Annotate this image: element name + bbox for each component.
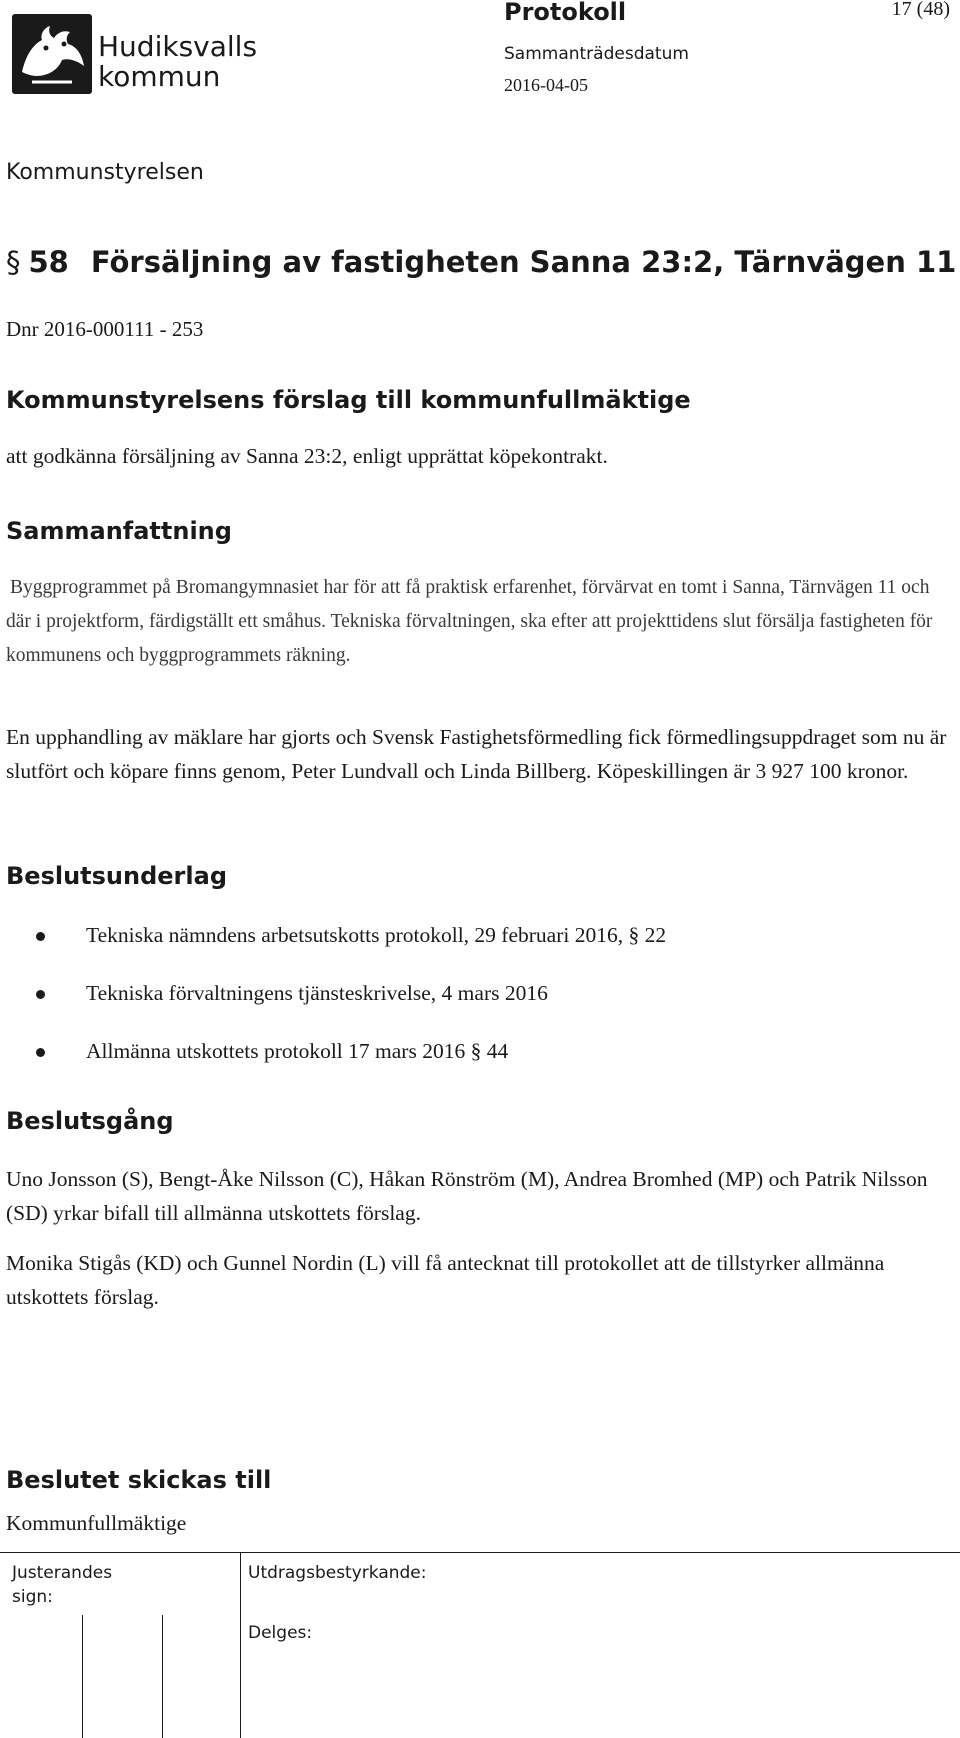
process-heading: Beslutsgång <box>6 1107 174 1135</box>
basis-list <box>6 918 906 1092</box>
section-heading <box>6 245 956 279</box>
page-number: 17 (48) <box>891 0 950 20</box>
logo-line-1: Hudiksvalls <box>98 30 258 63</box>
proposal-heading: Kommunstyrelsens förslag till kommunfullmäktige <box>6 386 691 414</box>
municipality-logo <box>12 14 262 94</box>
paragraph-sign: § <box>6 245 21 279</box>
meeting-date-label: Sammanträdesdatum <box>504 44 689 64</box>
summary-heading: Sammanfattning <box>6 517 232 545</box>
goat-crest-logo-icon <box>12 14 92 94</box>
footer-column-divider <box>240 1553 241 1738</box>
extract-certification-label: Utdragsbestyrkande: <box>248 1563 427 1583</box>
basis-heading: Beslutsunderlag <box>6 862 227 890</box>
process-paragraph-1: Uno Jonsson (S), Bengt-Åke Nilsson (C), Håkan Rönström (M), Andrea Bromhed (MP) och Patrik Nilsson (SD) yrkar bifall till allmänna utskottets förslag. <box>6 1167 928 1225</box>
list-item: Allmänna utskottets protokoll 17 mars 2016 § 44 <box>6 1034 906 1092</box>
signature-box-divider <box>162 1615 163 1738</box>
meeting-date: 2016-04-05 <box>504 75 588 95</box>
case-number: Dnr 2016-000111 - 253 <box>6 317 204 341</box>
section-number: 58 <box>28 245 69 279</box>
signature-footer <box>0 1552 960 1738</box>
signature-box-divider <box>82 1615 83 1738</box>
logo-line-2: kommun <box>98 60 221 93</box>
document-type-title: Protokoll <box>504 0 627 26</box>
sent-to-recipient: Kommunfullmäktige <box>6 1511 187 1535</box>
section-title: Försäljning av fastigheten Sanna 23:2, Tärnvägen 11 <box>90 245 957 279</box>
process-paragraph-2: Monika Stigås (KD) och Gunnel Nordin (L) vill få antecknat till protokollet att de tillstyrker allmänna utskottets förslag. <box>6 1251 885 1309</box>
summary-paragraph-2: En upphandling av mäklare har gjorts och Svensk Fastighetsförmedling fick förmedlingsuppdraget som nu är slutfört och köpare finns genom, Peter Lundvall och Linda Billberg. Köpeskillingen är 3 927 100 kronor. <box>6 725 947 783</box>
proposal-text: att godkänna försäljning av Sanna 23:2, enligt upprättat köpekontrakt. <box>6 444 608 468</box>
delivered-label: Delges: <box>248 1623 313 1643</box>
organ-name: Kommunstyrelsen <box>6 160 204 185</box>
adjuster-signature-label: Justerandes sign: <box>12 1563 113 1607</box>
list-item: Tekniska förvaltningens tjänsteskrivelse, 4 mars 2016 <box>6 976 906 1034</box>
sent-to-heading: Beslutet skickas till <box>6 1466 272 1494</box>
list-item: Tekniska nämndens arbetsutskotts protokoll, 29 februari 2016, § 22 <box>6 918 906 976</box>
logo-wordmark <box>98 32 257 92</box>
summary-paragraph-1: Byggprogrammet på Bromangymnasiet har för att få praktisk erfarenhet, förvärvat en tomt i Sanna, Tärnvägen 11 och där i projektform, färdigställt ett småhus. Tekniska förvaltningen, ska efter att projekttidens slut försälja fastigheten för kommunens och byggprogrammets räkning. <box>6 577 933 666</box>
